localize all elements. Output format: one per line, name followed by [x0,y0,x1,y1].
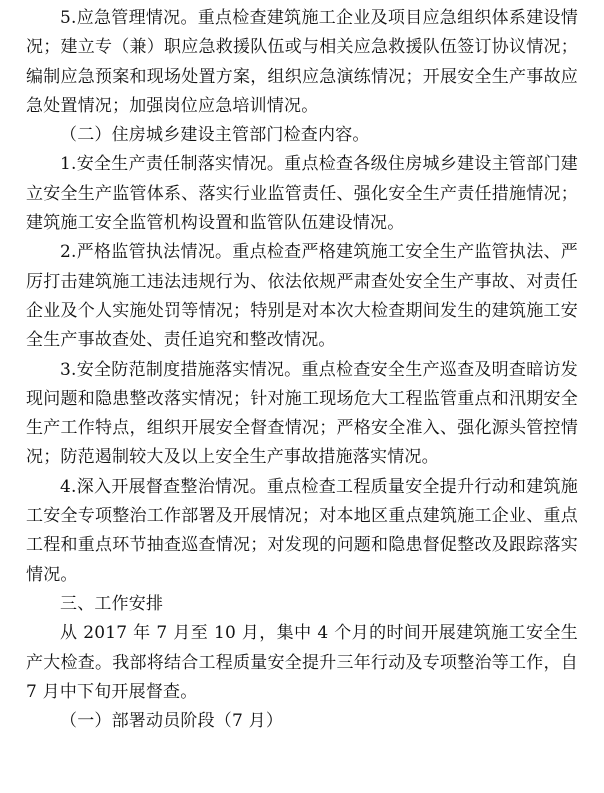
paragraph-emergency-management: 5.应急管理情况。重点检查建筑施工企业及项目应急组织体系建设情况；建立专（兼）职应急救援队伍或与相关应急救援队伍签订协议情况；编制应急预案和现场处置方案，组织应急演练情况；开展安全生产事故应急处置情况；加强岗位应急培训情况。 [26,8,578,116]
paragraph-law-enforcement: 2.严格监管执法情况。重点检查严格建筑施工安全生产监管执法、严厉打击建筑施工违法违规行为、依法依规严肃查处安全生产事故、对责任企业及个人实施处罚等情况；特别是对本次大检查期间发生的建筑施工安全生产事故查处、责任追究和整改情况。 [26,242,578,351]
paragraph-schedule: 从 2017 年 7 月至 10 月，集中 4 个月的时间开展建筑施工安全生产大检查。我部将结合工程质量安全提升三年行动及专项整治等工作，自 7 月中下旬开展督查。 [26,623,578,702]
paragraph-safety-measures: 3.安全防范制度措施落实情况。重点检查安全生产巡查及明查暗访发现问题和隐患整改落实情况；针对施工现场危大工程监管重点和汛期安全生产工作特点，组织开展安全督查情况；严格安全准入、强化源头管控情况；防范遏制较大及以上安全生产事故措施落实情况。 [26,359,578,468]
section-heading-authority-inspection: （二）住房城乡建设主管部门检查内容。 [60,125,370,146]
section-heading-deployment-phase: （一）部署动员阶段（7 月） [60,711,284,732]
paragraph-responsibility-system: 1.安全生产责任制落实情况。重点检查各级住房城乡建设主管部门建立安全生产监管体系、落实行业监管责任、强化安全生产责任措施情况；建筑施工安全监管机构设置和监管队伍建设情况。 [26,154,578,234]
paragraph-inspection-rectification: 4.深入开展督查整治情况。重点检查工程质量安全提升行动和建筑施工安全专项整治工作部署及开展情况；对本地区重点建筑施工企业、重点工程和重点环节抽查巡查情况；对发现的问题和隐患督促整改及跟踪落实情况。 [26,476,578,585]
section-heading-work-arrangement: 三、工作安排 [60,593,164,614]
